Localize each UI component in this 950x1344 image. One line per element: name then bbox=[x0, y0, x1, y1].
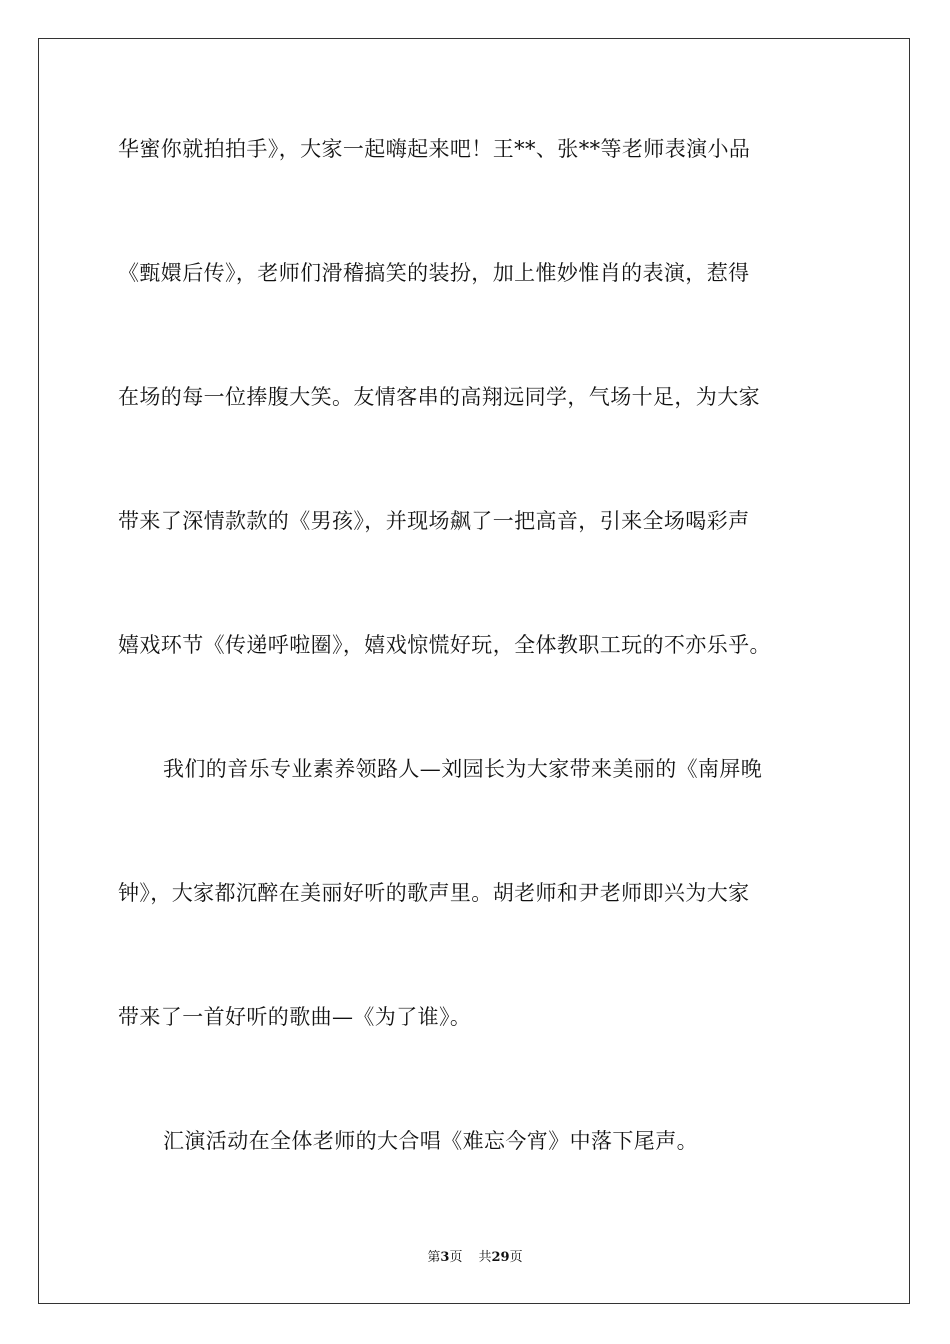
text-line-3: 在场的每一位捧腹大笑。友情客串的高翔远同学，气场十足，为大家 bbox=[118, 385, 760, 409]
page-label: 第3页 bbox=[427, 1250, 463, 1265]
text-line-5: 嬉戏环节《传递呼啦圈》，嬉戏惊慌好玩，全体教职工玩的不亦乐乎。 bbox=[118, 633, 771, 657]
total-pages-label: 共29页 bbox=[478, 1250, 523, 1265]
text-line-1: 华蜜你就拍拍手》，大家一起嗨起来吧！王**、张**等老师表演小品 bbox=[118, 137, 751, 161]
page-footer bbox=[0, 1249, 950, 1267]
text-line-6: 我们的音乐专业素养领路人—刘园长为大家带来美丽的《南屏晚 bbox=[163, 757, 763, 781]
text-line-7: 钟》，大家都沉醉在美丽好听的歌声里。胡老师和尹老师即兴为大家 bbox=[118, 881, 750, 905]
text-line-9: 汇演活动在全体老师的大合唱《难忘今宵》中落下尾声。 bbox=[163, 1129, 698, 1153]
total-pages-number: 29 bbox=[491, 1250, 510, 1265]
page-number: 3 bbox=[440, 1250, 450, 1265]
text-line-2: 《甄嬛后传》，老师们滑稽搞笑的装扮，加上惟妙惟肖的表演，惹得 bbox=[118, 261, 750, 285]
text-line-4: 带来了深情款款的《男孩》，并现场飙了一把高音，引来全场喝彩声 bbox=[118, 509, 750, 533]
text-line-8: 带来了一首好听的歌曲—《为了谁》。 bbox=[118, 1005, 472, 1029]
page-border bbox=[38, 38, 910, 1304]
